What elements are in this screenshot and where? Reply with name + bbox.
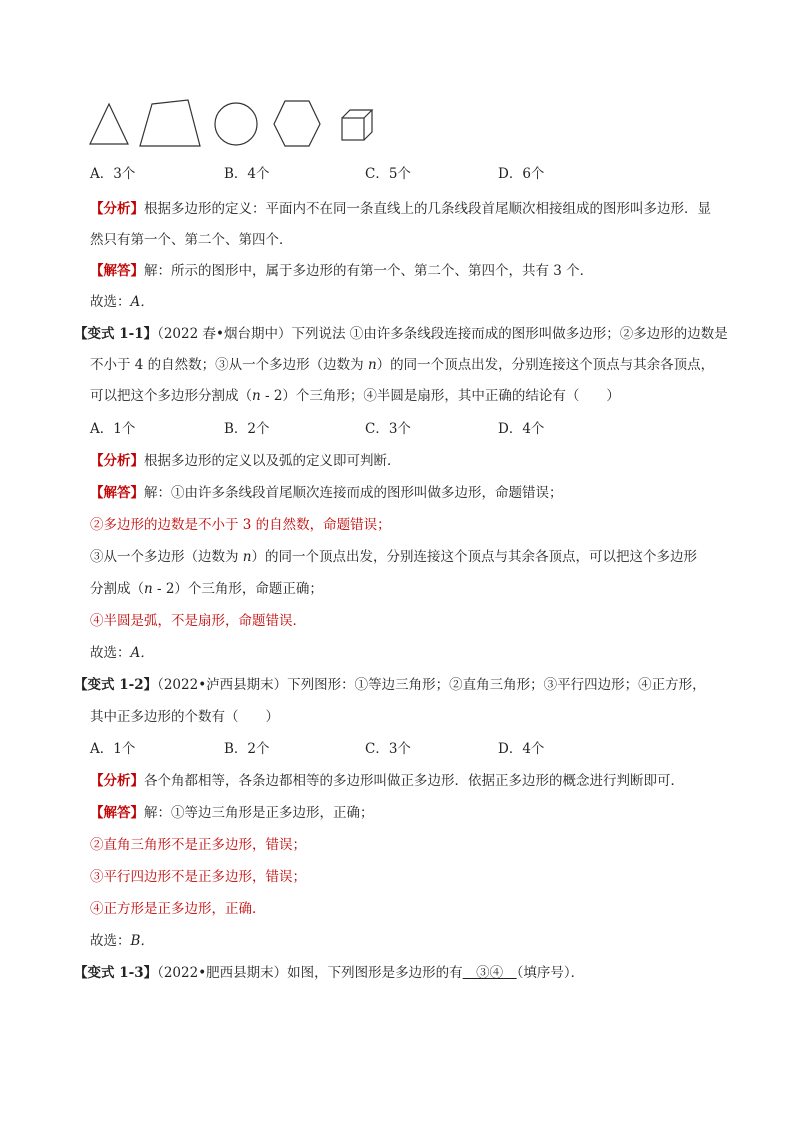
question-tag: 【变式 1-1】: [74, 326, 158, 342]
triangle-icon: [88, 98, 130, 148]
choose-prefix: 故选：: [90, 933, 131, 949]
answer-text: 解：①由许多条线段首尾顺次连接而成的图形叫做多边形，命题错误；: [144, 485, 563, 501]
answer-line-2: ②多边形的边数是不小于 3 的自然数，命题错误；: [90, 517, 391, 533]
option-b: B．4个: [224, 166, 270, 182]
analysis-text: 根据多边形的定义：平面内不在同一条直线上的几条线段首尾顺次相接组成的图形叫多边形．显: [144, 201, 711, 217]
text: - 2）个三角形，命题正确；: [152, 581, 323, 597]
analysis-line: [90, 772, 684, 790]
question-line-2: [90, 356, 714, 374]
answer-line: [90, 484, 563, 502]
analysis-tag: 【分析】: [90, 773, 144, 789]
analysis-line: [90, 452, 401, 470]
analysis-text: 各个角都相等，各条边都相等的多边形叫做正多边形．依据正多边形的概念进行判断即可．: [144, 773, 684, 789]
answer-tag: 【解答】: [90, 263, 144, 279]
answer-line: [90, 804, 374, 822]
option-c: C．3个: [365, 741, 411, 757]
answer-text: 解：所示的图形中，属于多边形的有第一个、第二个、第四个，共有 3 个．: [144, 263, 594, 279]
option-a: A．1个: [90, 741, 136, 757]
text: 不小于 4 的自然数；③从一个多边形（边数为: [90, 357, 368, 373]
answer-text: 解：①等边三角形是正多边形，正确；: [144, 805, 374, 821]
variable-n: n: [144, 581, 153, 597]
hexagon-icon: [272, 98, 322, 148]
question-text: （2022•泸西县期末）下列图形：①等边三角形；②直角三角形；③平行四边形；④正方形，: [157, 677, 706, 693]
text: ）的同一个顶点出发，分别连接这个顶点与其余各顶点，: [376, 357, 715, 373]
choose-prefix: 故选：: [90, 294, 131, 310]
answer-tag: 【解答】: [90, 485, 144, 501]
analysis-line-2: 然只有第一个、第二个、第四个．: [90, 232, 293, 248]
option-a: A．1个: [90, 421, 136, 437]
question-tag: 【变式 1-2】: [74, 677, 158, 693]
text: 可以把这个多边形分割成（: [90, 388, 252, 404]
option-d: D．6个: [498, 166, 545, 182]
option-d: D．4个: [498, 741, 545, 757]
circle-icon: [212, 98, 260, 148]
question-text: （2022 春•烟台期中）下列说法 ①由许多条线段连接而成的图形叫做多边形；②多边形的边数是: [157, 326, 728, 342]
text: （填序号）．: [516, 965, 585, 981]
answer-line: [90, 262, 593, 280]
analysis-line: [90, 200, 711, 218]
question-line: [74, 325, 728, 343]
text: ）的同一个顶点出发，分别连接这个顶点与其余各顶点，可以把这个多边形: [251, 549, 697, 565]
option-c: C．5个: [365, 166, 411, 182]
text: ③从一个多边形（边数为: [90, 549, 243, 565]
answer-line-2: ②直角三角形不是正多边形，错误；: [90, 837, 306, 853]
answer-tag: 【解答】: [90, 805, 144, 821]
analysis-tag: 【分析】: [90, 453, 144, 469]
choose-value: B．: [130, 933, 154, 949]
quadrilateral-icon: [138, 98, 202, 148]
question-tag: 【变式 1-3】: [74, 965, 158, 981]
choose-line: [90, 644, 154, 662]
text: - 2）个三角形；④半圆是扇形，其中正确的结论有（ ）: [260, 388, 620, 404]
question-line-2: 其中正多边形的个数有（ ）: [90, 709, 279, 725]
option-b: B．2个: [224, 741, 270, 757]
cube-icon: [338, 98, 378, 148]
answer-line-3: ③平行四边形不是正多边形，错误；: [90, 869, 306, 885]
question-line: [74, 964, 584, 982]
option-c: C．3个: [365, 421, 411, 437]
text: 分割成（: [90, 581, 144, 597]
choose-line: [90, 932, 154, 950]
choose-line: [90, 293, 154, 311]
option-d: D．4个: [498, 421, 545, 437]
variable-n: n: [367, 357, 377, 373]
analysis-tag: 【分析】: [90, 201, 144, 217]
choose-value: A．: [130, 294, 154, 310]
answer-line-4: ④正方形是正多边形，正确．: [90, 901, 266, 917]
variable-n: n: [242, 549, 252, 565]
question-line-3: [90, 387, 620, 405]
answer-line-3: [90, 548, 697, 566]
shapes-figure: [86, 98, 386, 154]
variable-n: n: [252, 388, 261, 404]
choose-value: A．: [130, 645, 154, 661]
option-a: A．3个: [90, 166, 136, 182]
answer-line-5: ④半圆是弧，不是扇形，命题错误．: [90, 613, 306, 629]
option-b: B．2个: [224, 421, 270, 437]
question-line: [74, 676, 706, 694]
question-text: （2022•肥西县期末）如图，下列图形是多边形的有: [157, 965, 463, 981]
analysis-text: 根据多边形的定义以及弧的定义即可判断．: [144, 453, 401, 469]
answer-line-4: [90, 580, 323, 598]
answer-blank: ③④: [462, 965, 517, 981]
choose-prefix: 故选：: [90, 645, 131, 661]
